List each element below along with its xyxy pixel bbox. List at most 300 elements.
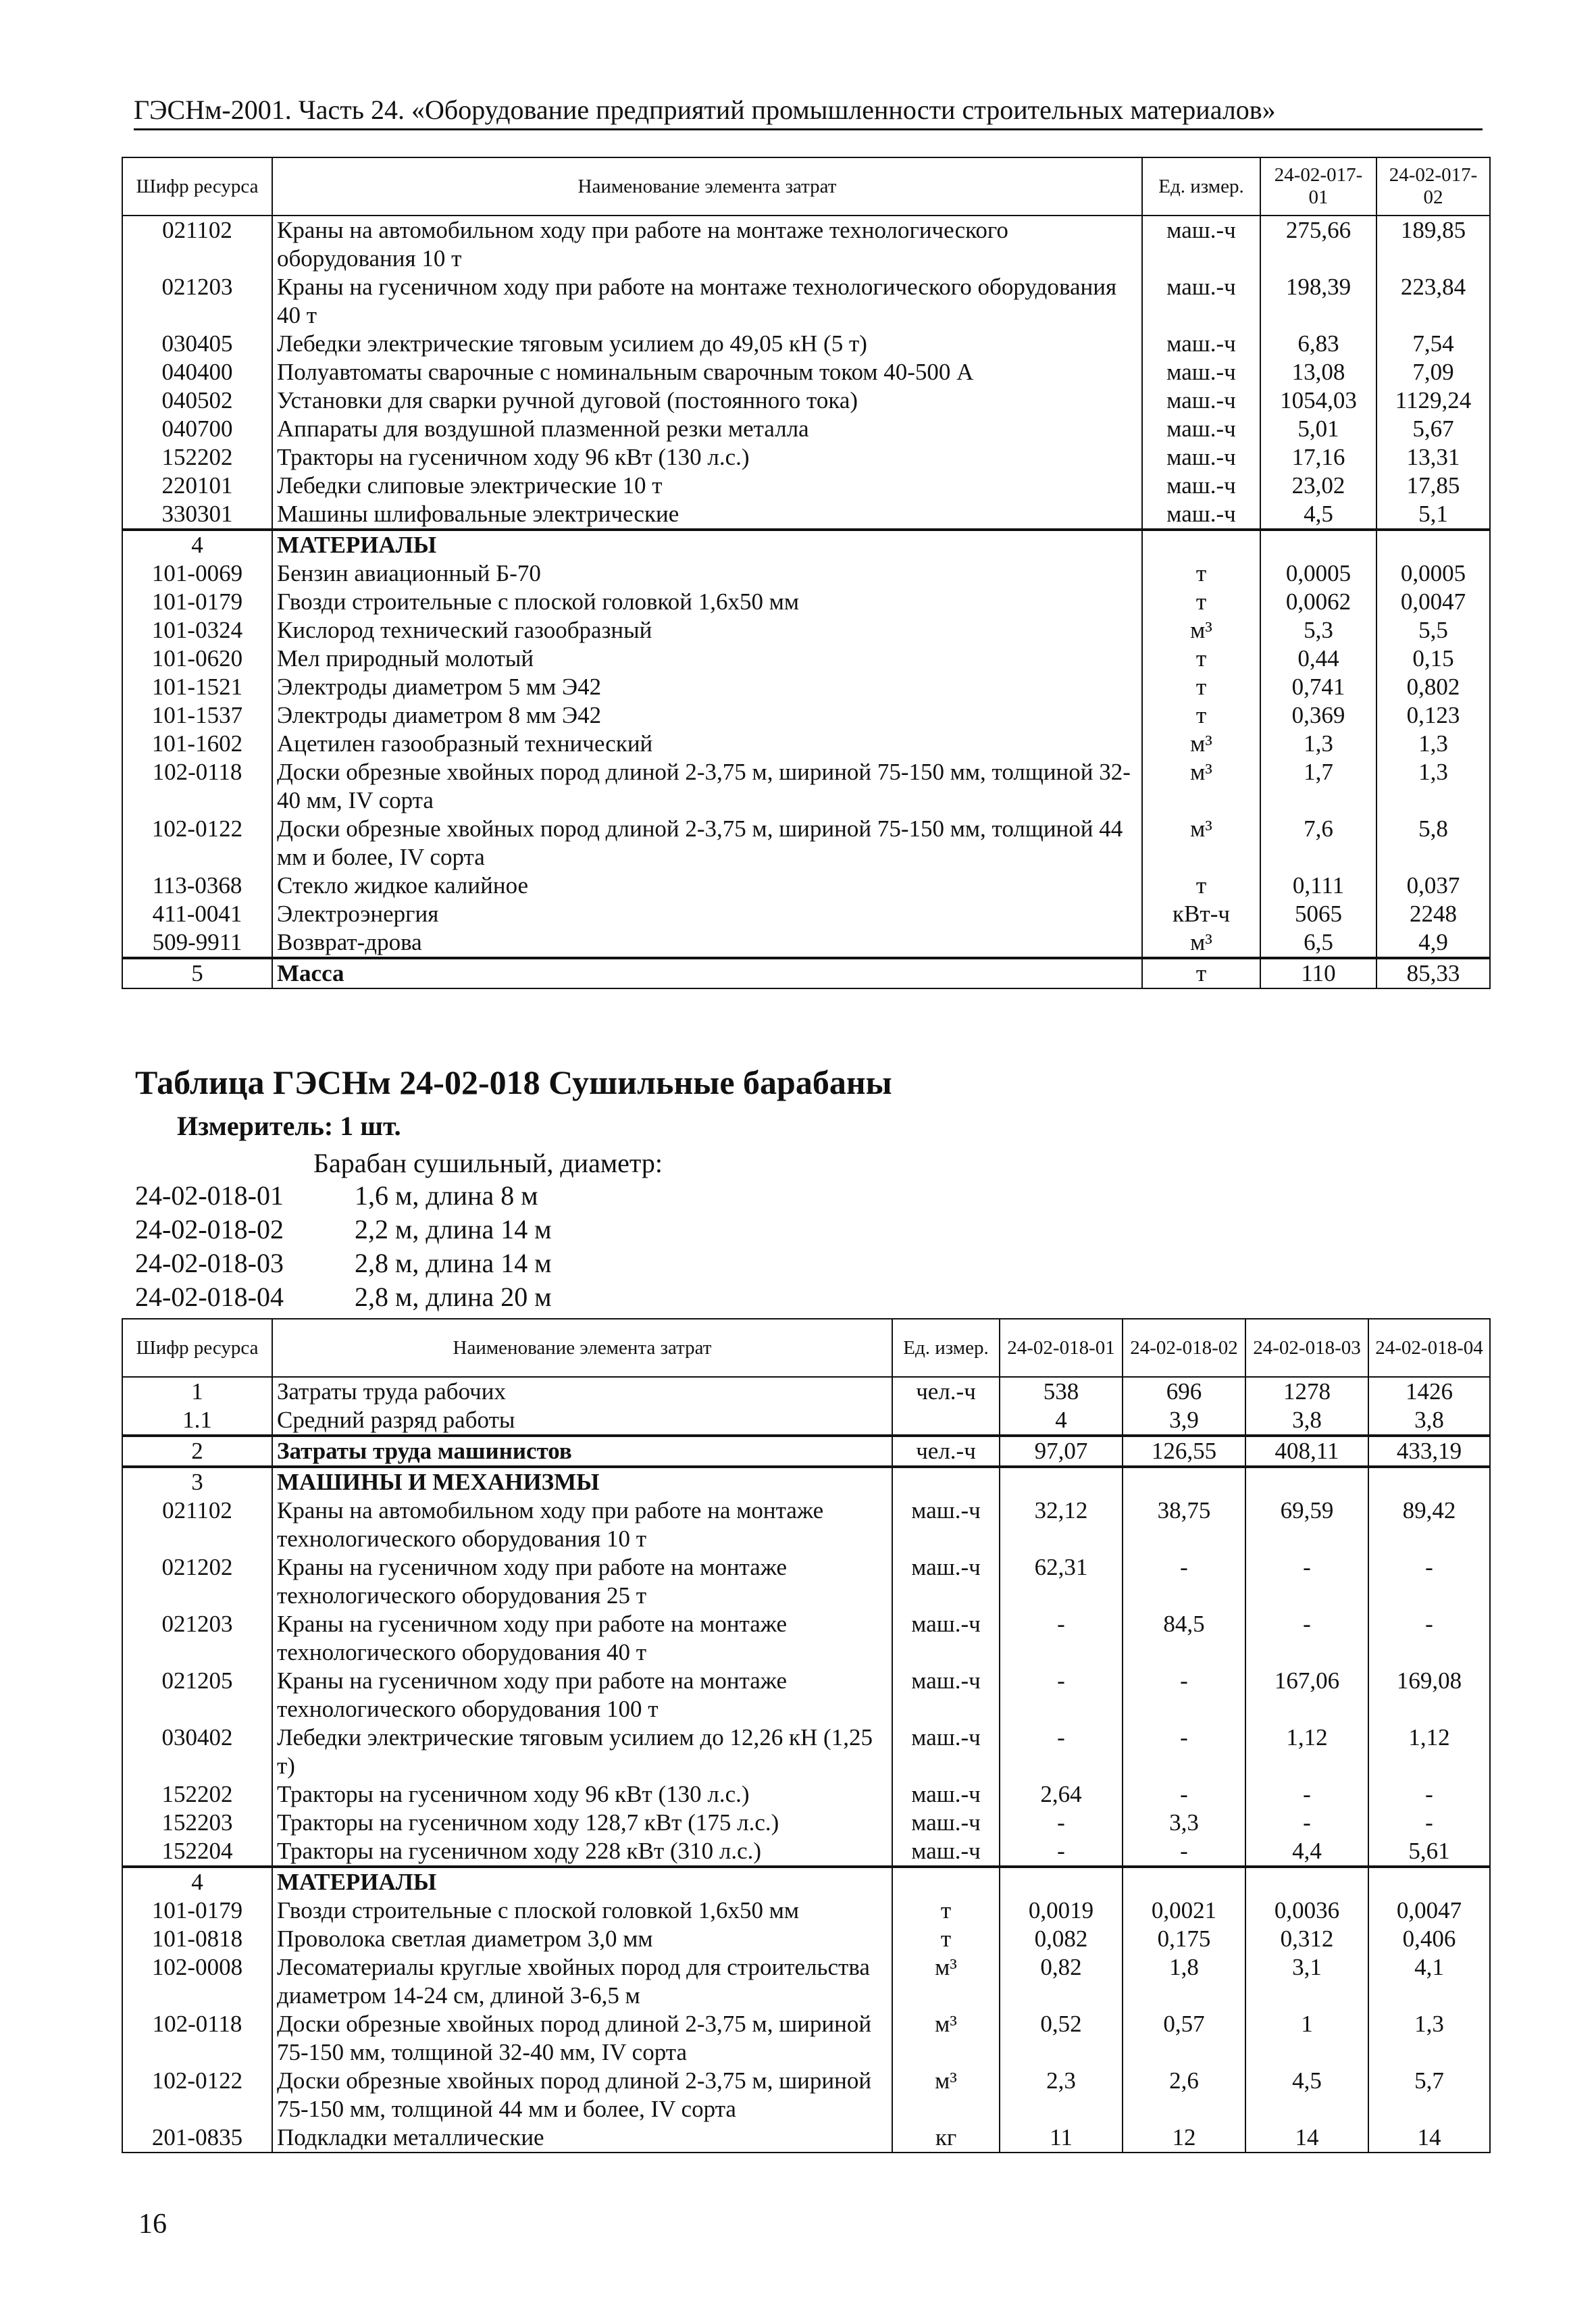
value-cell: 23,02 [1260,472,1376,500]
value-cell: 13,08 [1260,358,1376,386]
value-cell: 1,12 [1368,1724,1490,1780]
unit-cell: м³ [1142,730,1260,758]
cost-element-name: Гвозди строительные с плоской головкой 1,6х50 мм [272,1896,892,1925]
table-row [122,386,1490,415]
value-cell: 0,52 [1000,2010,1123,2067]
value-cell: 0,082 [1000,1925,1123,1953]
table-row [122,928,1490,958]
value-cell: 5,7 [1368,2067,1490,2123]
cost-element-name: Машины шлифовальные электрические [272,500,1142,530]
cost-element-name: Краны на гусеничном ходу при работе на монтаже технологического оборудования 100 т [272,1667,892,1724]
value-cell: 4,5 [1260,500,1376,530]
resource-code: 3 [122,1467,272,1496]
resource-code: 101-0620 [122,645,272,673]
table-row [122,588,1490,616]
resource-code: 021102 [122,1496,272,1553]
value-cell: 5,5 [1376,616,1490,645]
value-cell [1123,1867,1245,1896]
table-row [122,1610,1490,1667]
value-cell: 17,16 [1260,443,1376,472]
resource-code: 021203 [122,1610,272,1667]
unit-cell: м³ [892,2010,1000,2067]
table-body [122,216,1490,988]
value-cell: 4,5 [1245,2067,1368,2123]
value-cell: - [1000,1724,1123,1780]
value-cell: - [1000,1610,1123,1667]
value-cell: 3,3 [1123,1809,1245,1837]
variant-code: 24-02-018-01 [135,1180,284,1211]
cost-element-name: Кислород технический газообразный [272,616,1142,645]
value-cell: 4,9 [1376,928,1490,958]
resource-code: 4 [122,530,272,559]
value-cell: - [1245,1780,1368,1809]
table-row [122,2067,1490,2123]
header-variant-1: 24-02-018-01 [1000,1319,1123,1377]
cost-element-name: Лебедки электрические тяговым усилием до 49,05 кН (5 т) [272,330,1142,358]
table-row [122,1667,1490,1724]
table-row [122,958,1490,988]
value-cell: 0,0036 [1245,1896,1368,1925]
resource-code: 5 [122,958,272,988]
table-row [122,673,1490,701]
value-cell [1376,530,1490,559]
value-cell: 0,123 [1376,701,1490,730]
resource-code: 1 [122,1377,272,1406]
cost-element-name: МАТЕРИАЛЫ [272,530,1142,559]
value-cell: 3,9 [1123,1406,1245,1436]
resource-code: 152204 [122,1837,272,1867]
cost-element-name: Доски обрезные хвойных пород длиной 2-3,75 м, шириной 75-150 мм, толщиной 32-40 мм, IV сорта [272,758,1142,815]
value-cell: - [1123,1837,1245,1867]
value-cell [1245,1867,1368,1896]
header-code: Шифр ресурса [122,157,272,216]
value-cell: 275,66 [1260,216,1376,273]
cost-element-name: Затраты труда рабочих [272,1377,892,1406]
header-variant-2: 24-02-017-02 [1376,157,1490,216]
value-cell: 0,15 [1376,645,1490,673]
value-cell: 0,82 [1000,1953,1123,2010]
table-row [122,358,1490,386]
value-cell: 1129,24 [1376,386,1490,415]
table-row [122,1809,1490,1837]
value-cell: 7,09 [1376,358,1490,386]
header-unit: Ед. измер. [892,1319,1000,1377]
resource-code: 040502 [122,386,272,415]
cost-element-name: Лебедки слиповые электрические 10 т [272,472,1142,500]
cost-element-name: Бензин авиационный Б-70 [272,559,1142,588]
unit-cell [1142,530,1260,559]
unit-cell: маш.-ч [892,1837,1000,1867]
value-cell: - [1368,1610,1490,1667]
value-cell: 7,6 [1260,815,1376,872]
unit-cell: чел.-ч [892,1377,1000,1406]
value-cell: 2,6 [1123,2067,1245,2123]
resource-code: 201-0835 [122,2123,272,2153]
variant-desc: 2,2 м, длина 14 м [355,1214,552,1244]
value-cell: 0,406 [1368,1925,1490,1953]
value-cell: 2,64 [1000,1780,1123,1809]
header-name: Наименование элемента затрат [272,1319,892,1377]
unit-cell: т [1142,559,1260,588]
cost-element-name: Краны на гусеничном ходу при работе на монтаже технологического оборудования 40 т [272,273,1142,330]
variant-code: 24-02-018-03 [135,1248,284,1278]
resource-code: 101-0818 [122,1925,272,1953]
value-cell: 6,5 [1260,928,1376,958]
value-cell: 2248 [1376,900,1490,928]
table-row [122,645,1490,673]
cost-element-name: Тракторы на гусеничном ходу 96 кВт (130 л.с.) [272,443,1142,472]
resource-code: 021203 [122,273,272,330]
variant-desc: 2,8 м, длина 14 м [355,1248,552,1278]
cost-element-name: Доски обрезные хвойных пород длиной 2-3,75 м, шириной 75-150 мм, толщиной 32-40 мм, IV сорта [272,2010,892,2067]
table-body [122,1377,1490,2153]
value-cell [1123,1467,1245,1496]
table-row [122,815,1490,872]
value-cell [1260,530,1376,559]
header-variant-3: 24-02-018-03 [1245,1319,1368,1377]
unit-cell: маш.-ч [892,1610,1000,1667]
unit-cell: маш.-ч [892,1667,1000,1724]
value-cell: 1,3 [1376,730,1490,758]
unit-cell: маш.-ч [1142,273,1260,330]
variant-desc: 2,8 м, длина 20 м [355,1282,552,1312]
value-cell: 38,75 [1123,1496,1245,1553]
value-cell: 62,31 [1000,1553,1123,1610]
cost-element-name: Стекло жидкое калийное [272,872,1142,900]
resource-code: 101-0069 [122,559,272,588]
cost-element-name: Тракторы на гусеничном ходу 96 кВт (130 л.с.) [272,1780,892,1809]
header-name: Наименование элемента затрат [272,157,1142,216]
variant-row [135,1213,552,1247]
value-cell: 5,1 [1376,500,1490,530]
cost-element-name: Гвозди строительные с плоской головкой 1,6х50 мм [272,588,1142,616]
value-cell: - [1123,1724,1245,1780]
value-cell: 1054,03 [1260,386,1376,415]
variant-desc: 1,6 м, длина 8 м [355,1180,538,1211]
value-cell: 1278 [1245,1377,1368,1406]
cost-element-name: Доски обрезные хвойных пород длиной 2-3,75 м, шириной 75-150 мм, толщиной 44 мм и более, IV сорта [272,2067,892,2123]
unit-cell: м³ [1142,928,1260,958]
resource-code: 101-1521 [122,673,272,701]
unit-cell: т [1142,673,1260,701]
unit-cell [892,1867,1000,1896]
unit-cell: м³ [892,1953,1000,2010]
value-cell: 0,0047 [1376,588,1490,616]
table-row [122,472,1490,500]
unit-cell: т [1142,958,1260,988]
resource-code: 330301 [122,500,272,530]
value-cell: - [1368,1780,1490,1809]
value-cell [1000,1867,1123,1896]
table-row [122,701,1490,730]
value-cell: 223,84 [1376,273,1490,330]
variant-code: 24-02-018-04 [135,1282,284,1312]
table-title: Таблица ГЭСНм 24-02-018 Сушильные барабаны [135,1063,892,1101]
table-row [122,2010,1490,2067]
value-cell: 1,7 [1260,758,1376,815]
value-cell: 1,8 [1123,1953,1245,2010]
value-cell: 538 [1000,1377,1123,1406]
resource-code: 4 [122,1867,272,1896]
cost-element-name: Краны на автомобильном ходу при работе на монтаже технологического оборудования 10 т [272,1496,892,1553]
value-cell: 0,037 [1376,872,1490,900]
resource-table-24-02-018 [122,1318,1491,2153]
value-cell: 5,67 [1376,415,1490,443]
value-cell: 189,85 [1376,216,1490,273]
resource-code: 102-0122 [122,2067,272,2123]
value-cell: 0,0019 [1000,1896,1123,1925]
variant-row [135,1179,552,1213]
value-cell: 0,0062 [1260,588,1376,616]
cost-element-name: Лебедки электрические тяговым усилием до 12,26 кН (1,25 т) [272,1724,892,1780]
value-cell: 0,802 [1376,673,1490,701]
table-row [122,1724,1490,1780]
value-cell [1000,1467,1123,1496]
table-row [122,1467,1490,1496]
resource-code: 509-9911 [122,928,272,958]
resource-code: 102-0122 [122,815,272,872]
resource-code: 030402 [122,1724,272,1780]
value-cell: 169,08 [1368,1667,1490,1724]
value-cell: 110 [1260,958,1376,988]
cost-element-name: Масса [272,958,1142,988]
resource-code: 101-0324 [122,616,272,645]
resource-code: 411-0041 [122,900,272,928]
variant-code: 24-02-018-02 [135,1214,284,1244]
unit-cell: маш.-ч [1142,216,1260,273]
value-cell: 1 [1245,2010,1368,2067]
table-row [122,216,1490,273]
value-cell: 0,369 [1260,701,1376,730]
value-cell: 4,4 [1245,1837,1368,1867]
unit-cell: т [892,1896,1000,1925]
value-cell: - [1245,1809,1368,1837]
table-row [122,1553,1490,1610]
resource-code: 021202 [122,1553,272,1610]
resource-code: 101-1602 [122,730,272,758]
header-variant-1: 24-02-017-01 [1260,157,1376,216]
resource-code: 152202 [122,1780,272,1809]
table-row [122,730,1490,758]
value-cell: 97,07 [1000,1436,1123,1467]
value-cell: 3,8 [1368,1406,1490,1436]
measure-unit: Измеритель: 1 шт. [177,1111,401,1141]
table-row [122,2123,1490,2153]
value-cell: 5,01 [1260,415,1376,443]
page-header: ГЭСНм-2001. Часть 24. «Оборудование предприятий промышленности строительных материалов» [134,93,1483,130]
table-row [122,872,1490,900]
value-cell: 0,111 [1260,872,1376,900]
table-row [122,415,1490,443]
resource-code: 021205 [122,1667,272,1724]
cost-element-name: Краны на гусеничном ходу при работе на монтаже технологического оборудования 40 т [272,1610,892,1667]
value-cell [1245,1467,1368,1496]
unit-cell [892,1467,1000,1496]
unit-cell: маш.-ч [1142,386,1260,415]
cost-element-name: Мел природный молотый [272,645,1142,673]
resource-code: 152202 [122,443,272,472]
table-subtitle: Барабан сушильный, диаметр: [313,1148,663,1178]
resource-code: 101-1537 [122,701,272,730]
value-cell: - [1123,1553,1245,1610]
value-cell: 0,175 [1123,1925,1245,1953]
value-cell: 1426 [1368,1377,1490,1406]
value-cell: 14 [1368,2123,1490,2153]
cost-element-name: Тракторы на гусеничном ходу 228 кВт (310 л.с.) [272,1837,892,1867]
value-cell: - [1245,1553,1368,1610]
cost-element-name: Электроды диаметром 8 мм Э42 [272,701,1142,730]
value-cell: 3,1 [1245,1953,1368,2010]
cost-element-name: Установки для сварки ручной дуговой (постоянного тока) [272,386,1142,415]
value-cell: 69,59 [1245,1496,1368,1553]
table-row [122,1953,1490,2010]
resource-code: 113-0368 [122,872,272,900]
unit-cell [892,1406,1000,1436]
cost-element-name: Подкладки металлические [272,2123,892,2153]
value-cell: 0,0005 [1376,559,1490,588]
table-row [122,758,1490,815]
unit-cell: кг [892,2123,1000,2153]
value-cell: 4 [1000,1406,1123,1436]
value-cell: 5,8 [1376,815,1490,872]
variant-row [135,1247,552,1280]
table-row [122,616,1490,645]
cost-element-name: МАТЕРИАЛЫ [272,1867,892,1896]
value-cell: 2,3 [1000,2067,1123,2123]
value-cell: 433,19 [1368,1436,1490,1467]
unit-cell: м³ [1142,616,1260,645]
unit-cell: кВт-ч [1142,900,1260,928]
resource-code: 2 [122,1436,272,1467]
header-variant-4: 24-02-018-04 [1368,1319,1490,1377]
value-cell: 0,0021 [1123,1896,1245,1925]
cost-element-name: Возврат-дрова [272,928,1142,958]
value-cell: 5,61 [1368,1837,1490,1867]
table-row [122,1867,1490,1896]
value-cell [1368,1467,1490,1496]
value-cell: 7,54 [1376,330,1490,358]
unit-cell: маш.-ч [1142,358,1260,386]
resource-code: 040700 [122,415,272,443]
header-code: Шифр ресурса [122,1319,272,1377]
table-row [122,1406,1490,1436]
resource-code: 040400 [122,358,272,386]
value-cell: 85,33 [1376,958,1490,988]
value-cell: 408,11 [1245,1436,1368,1467]
cost-element-name: Полуавтоматы сварочные с номинальным сварочным током 40-500 А [272,358,1142,386]
value-cell: 1,3 [1368,2010,1490,2067]
cost-element-name: Тракторы на гусеничном ходу 128,7 кВт (175 л.с.) [272,1809,892,1837]
value-cell: 696 [1123,1377,1245,1406]
value-cell: 5065 [1260,900,1376,928]
value-cell: 89,42 [1368,1496,1490,1553]
value-cell: - [1245,1610,1368,1667]
table-row [122,1436,1490,1467]
unit-cell: маш.-ч [1142,443,1260,472]
cost-element-name: Лесоматериалы круглые хвойных пород для строительства диаметром 14-24 см, длиной 3-6,5 м [272,1953,892,2010]
value-cell: 3,8 [1245,1406,1368,1436]
value-cell: 0,57 [1123,2010,1245,2067]
value-cell: 0,0047 [1368,1896,1490,1925]
table-row [122,1925,1490,1953]
value-cell: - [1000,1809,1123,1837]
unit-cell: м³ [892,2067,1000,2123]
value-cell: 198,39 [1260,273,1376,330]
value-cell: 11 [1000,2123,1123,2153]
unit-cell: м³ [1142,815,1260,872]
value-cell: 0,44 [1260,645,1376,673]
table-row [122,1896,1490,1925]
value-cell: - [1123,1780,1245,1809]
value-cell: 5,3 [1260,616,1376,645]
header-variant-2: 24-02-018-02 [1123,1319,1245,1377]
unit-cell: м³ [1142,758,1260,815]
cost-element-name: Затраты труда машинистов [272,1436,892,1467]
table-row [122,559,1490,588]
cost-element-name: Электроды диаметром 5 мм Э42 [272,673,1142,701]
resource-code: 152203 [122,1809,272,1837]
resource-code: 102-0008 [122,1953,272,2010]
cost-element-name: Краны на автомобильном ходу при работе на монтаже технологического оборудования 10 т [272,216,1142,273]
value-cell: - [1368,1553,1490,1610]
value-cell: - [1123,1667,1245,1724]
resource-code: 101-0179 [122,588,272,616]
cost-element-name: Краны на гусеничном ходу при работе на монтаже технологического оборудования 25 т [272,1553,892,1610]
table-row [122,330,1490,358]
value-cell: - [1000,1667,1123,1724]
resource-code: 1.1 [122,1406,272,1436]
unit-cell: маш.-ч [892,1553,1000,1610]
page-number: 16 [138,2209,167,2240]
value-cell: 6,83 [1260,330,1376,358]
table-row [122,530,1490,559]
value-cell [1368,1867,1490,1896]
value-cell: 4,1 [1368,1953,1490,2010]
unit-cell: маш.-ч [1142,330,1260,358]
unit-cell: маш.-ч [1142,415,1260,443]
variant-row [135,1280,552,1314]
resource-code: 220101 [122,472,272,500]
resource-table-24-02-017 [122,157,1491,989]
value-cell: 0,312 [1245,1925,1368,1953]
unit-cell: т [1142,872,1260,900]
table-row [122,1377,1490,1406]
cost-element-name: МАШИНЫ И МЕХАНИЗМЫ [272,1467,892,1496]
unit-cell: т [892,1925,1000,1953]
value-cell: 84,5 [1123,1610,1245,1667]
unit-cell: чел.-ч [892,1436,1000,1467]
table-row [122,900,1490,928]
table-row [122,1496,1490,1553]
header-unit: Ед. измер. [1142,157,1260,216]
resource-code: 030405 [122,330,272,358]
value-cell: 1,3 [1260,730,1376,758]
value-cell: - [1368,1809,1490,1837]
resource-code: 102-0118 [122,2010,272,2067]
value-cell: 1,3 [1376,758,1490,815]
unit-cell: маш.-ч [892,1809,1000,1837]
cost-element-name: Электроэнергия [272,900,1142,928]
cost-element-name: Средний разряд работы [272,1406,892,1436]
resource-code: 021102 [122,216,272,273]
value-cell: 13,31 [1376,443,1490,472]
unit-cell: маш.-ч [1142,500,1260,530]
table-row [122,443,1490,472]
value-cell: 12 [1123,2123,1245,2153]
unit-cell: т [1142,588,1260,616]
cost-element-name: Аппараты для воздушной плазменной резки металла [272,415,1142,443]
table-row [122,500,1490,530]
